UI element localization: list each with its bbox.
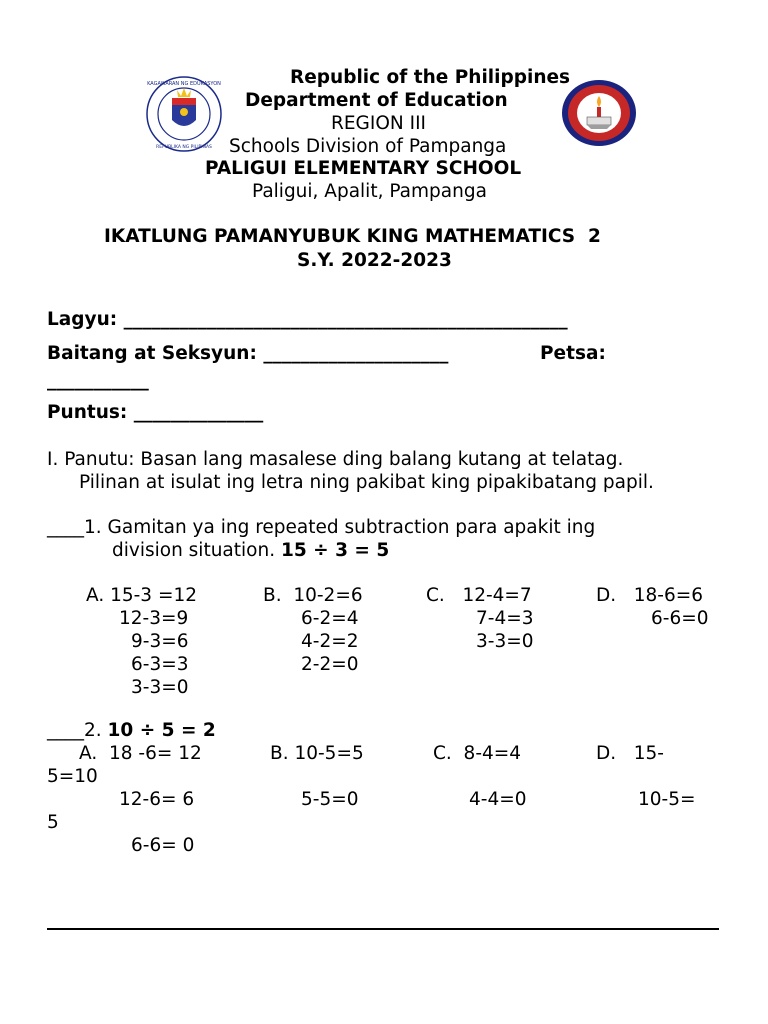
q1-choice-d-line-2: 6-6=0 <box>651 608 709 629</box>
header-region: REGION III <box>331 113 426 134</box>
name-field[interactable] <box>47 308 568 331</box>
bottom-divider <box>47 928 719 930</box>
q2-choice-c-line-2: 4-4=0 <box>469 789 527 810</box>
score-label: Puntus: <box>47 402 134 423</box>
question-2-equation: 10 ÷ 5 = 2 <box>107 720 216 741</box>
date-blank[interactable]: ___________ <box>47 370 149 391</box>
grade-section-label: Baitang at Seksyun: <box>47 343 264 364</box>
question-1-text: 1. Gamitan ya ing repeated subtraction para apakit ing <box>84 517 596 538</box>
question-2-stem: ____2. 10 ÷ 5 = 2 <box>47 720 216 741</box>
question-1-stem-line-2: division situation. 15 ÷ 3 = 5 <box>112 540 390 561</box>
q1-choice-a-line-3: 9-3=6 <box>131 631 189 652</box>
header-address: Paligui, Apalit, Pampanga <box>252 181 487 202</box>
q1-choice-b-line-3: 4-2=2 <box>301 631 359 652</box>
q1-choice-a-line-2: 12-3=9 <box>119 608 189 629</box>
q2-choice-a-line-2: 12-6= 6 <box>119 789 195 810</box>
q2-choice-a-line-3: 6-6= 0 <box>131 835 195 856</box>
q2-choice-b-line-2: 5-5=0 <box>301 789 359 810</box>
deped-seal-logo <box>145 76 223 152</box>
question-1-stem <box>47 516 595 539</box>
q2-choice-d-line-1: D. 15- <box>596 743 664 764</box>
q2-choice-c-line-1: C. 8-4=4 <box>433 743 522 764</box>
grade-section-field[interactable] <box>47 342 448 365</box>
q1-choice-b-line-4: 2-2=0 <box>301 654 359 675</box>
header-school: PALIGUI ELEMENTARY SCHOOL <box>205 158 522 179</box>
q1-choice-c-line-1: C. 12-4=7 <box>426 585 532 606</box>
instructions-line-2: Pilinan at isulat ing letra ning pakibat king pipakibatang papil. <box>79 472 654 493</box>
score-field[interactable] <box>47 401 263 424</box>
school-year: S.Y. 2022-2023 <box>297 250 452 271</box>
school-seal-logo <box>561 79 637 147</box>
q1-choice-a-line-4: 6-3=3 <box>131 654 189 675</box>
header-division: Schools Division of Pampanga <box>229 136 507 157</box>
answer-blank-1[interactable]: ____ <box>47 517 84 538</box>
q2-choice-b-line-1: B. 10-5=5 <box>270 743 364 764</box>
question-1-equation: 15 ÷ 3 = 5 <box>280 540 390 561</box>
q2-choice-a-line-1: A. 18 -6= 12 <box>79 743 202 764</box>
header-country: Republic of the Philippines <box>290 67 571 88</box>
q1-choice-d-line-1: D. 18-6=6 <box>596 585 704 606</box>
svg-text:KAGAWARAN NG EDUKASYON: KAGAWARAN NG EDUKASYON <box>147 81 221 87</box>
name-blank[interactable]: ________________________________________________ <box>123 309 568 330</box>
q1-choice-c-line-2: 7-4=3 <box>476 608 534 629</box>
header-department: Department of Education <box>245 90 508 111</box>
name-label: Lagyu: <box>47 309 124 330</box>
q1-choice-b-line-2: 6-2=4 <box>301 608 359 629</box>
instructions-line-1: I. Panutu: Basan lang masalese ding balang kutang at telatag. <box>47 449 624 470</box>
test-title: IKATLUNG PAMANYUBUK KING MATHEMATICS 2 <box>104 226 601 247</box>
grade-section-blank[interactable]: ____________________ <box>263 343 449 364</box>
svg-text:REPUBLIKA NG PILIPINAS: REPUBLIKA NG PILIPINAS <box>156 145 212 150</box>
q1-choice-c-line-3: 3-3=0 <box>476 631 534 652</box>
q2-choice-d-line-2: 10-5= <box>638 789 696 810</box>
answer-blank-2[interactable]: ____ <box>47 720 84 741</box>
q1-choice-b-line-1: B. 10-2=6 <box>263 585 363 606</box>
q1-choice-a-line-1: A. 15-3 =12 <box>86 585 197 606</box>
q2-choice-d-wrap-1: 5=10 <box>47 766 98 787</box>
score-blank[interactable]: ______________ <box>133 402 264 423</box>
q2-choice-d-wrap-2: 5 <box>47 812 59 833</box>
q1-choice-a-line-5: 3-3=0 <box>131 677 189 698</box>
date-label: Petsa: <box>540 343 606 364</box>
